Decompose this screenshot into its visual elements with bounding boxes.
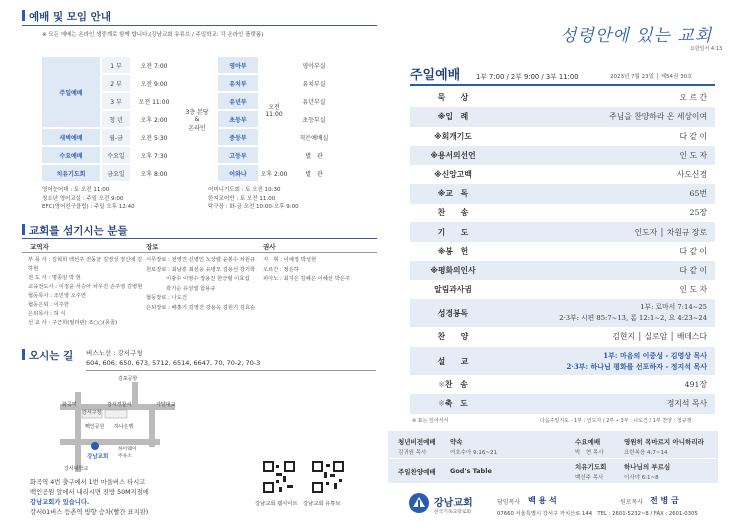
school-dept-label: 초등부 bbox=[218, 111, 258, 127]
worship-note: ※ 모든 예배는 온라인 생중계로 함께 합니다.(강남교회 유튜브 / 주일학교: 각 온라인 플랫폼) bbox=[42, 32, 264, 38]
order-row-choir: 찬 양 김현지 │ 실로암 │ 베데스다 bbox=[437, 332, 707, 342]
order-label: ※교 독 bbox=[437, 189, 469, 199]
worship-label: 새벽예배 bbox=[42, 129, 100, 145]
order-row bbox=[410, 107, 715, 127]
school-dept-label: 유치부 bbox=[218, 75, 258, 91]
service-title: 주일예배 bbox=[410, 68, 461, 83]
order-label: ※입 례 bbox=[437, 112, 469, 122]
order-label: ※회개기도 bbox=[434, 131, 472, 141]
map-label-church: 강남교회 bbox=[87, 454, 109, 460]
wed-speaker: 박 현 목사 bbox=[575, 450, 604, 456]
school-time: 오전 11:00 bbox=[260, 57, 288, 163]
healing-service-title: 치유기도회 bbox=[575, 463, 607, 471]
school-dept-label: 유년부 bbox=[218, 93, 258, 109]
school-dept-place: 직은예배실 bbox=[290, 129, 338, 145]
youth-speaker: 김귀원 목사 bbox=[398, 450, 427, 456]
youth-ref: 여호수아 9:16~21 bbox=[450, 450, 497, 456]
school-dept-label: 고등부 bbox=[218, 147, 258, 163]
elder-pastor-name: 전 병 금 bbox=[650, 496, 679, 505]
order-value: 인 도 자 bbox=[679, 285, 707, 295]
order-value: 다 같 이 bbox=[679, 266, 707, 276]
order-value: 오 르 간 bbox=[679, 93, 707, 103]
footnote-next-week: 다음주일기도 - 1부 : 인도자 / 2부 ∙ 3부 : 나도건 / 1부 찬양 : 청규쟁 bbox=[540, 418, 692, 424]
healing-speaker: 백선주 목사 bbox=[575, 475, 604, 481]
pastor-name: 백 용 석 bbox=[528, 496, 557, 505]
service-times: 1부 7:00 / 2부 9:00 / 3부 11:00 bbox=[476, 73, 579, 81]
qr-caption-youtube: 강남교회 유튜브 bbox=[303, 501, 341, 507]
qr-code-website[interactable] bbox=[263, 461, 295, 493]
worship-label: 수요예배 bbox=[42, 147, 100, 163]
order-value: 사도신경 bbox=[676, 170, 707, 180]
church-address: 07660 서울특별시 강서구 까치산로 144 TEL : 2601-5232~8 / FAX : 2601-0305 bbox=[497, 511, 698, 517]
order-value: 인도자 │ 차원규 장로 bbox=[634, 227, 707, 237]
sunday-service-time: 오후 2:00 bbox=[132, 111, 176, 127]
order-row-hymn: ※ 찬 송 491장 bbox=[438, 380, 707, 390]
qr-caption-website: 강남교회 웹사이트 bbox=[255, 501, 298, 507]
footnote-stand: ※ 표는 일어서서 bbox=[412, 418, 449, 424]
pastor-label: 담임목사 bbox=[497, 499, 521, 506]
order-row bbox=[410, 146, 715, 166]
sunday-service-number: 3 부 bbox=[102, 93, 130, 109]
church-marker bbox=[91, 442, 99, 450]
praise-service-title: 주일찬양예배 bbox=[398, 468, 436, 476]
banner-ref: 요한일서 4:13 bbox=[690, 46, 723, 52]
awana-time: 오후 2:00 bbox=[260, 165, 288, 181]
staff-header-elders: 장로 bbox=[146, 243, 159, 251]
praise-sermon: God's Table bbox=[450, 467, 492, 475]
order-label: 찬 송 bbox=[437, 208, 469, 218]
sunday-service-number: 2 부 bbox=[102, 75, 130, 91]
map-label-gangseo-office: 강서구청 bbox=[82, 410, 102, 416]
worship-place: 3층 본당 & 온라인 bbox=[178, 57, 216, 181]
church-name: 강남교회 bbox=[434, 498, 473, 509]
sunday-worship-label: 주일예배 bbox=[42, 57, 100, 127]
youth-service-title: 청년비전예배 bbox=[398, 438, 436, 446]
worship-time: 오전 5:30 bbox=[132, 129, 176, 145]
order-label: ※평화의인사 bbox=[430, 266, 476, 276]
school-dept-place: 별 관 bbox=[290, 165, 338, 181]
worship-day: 월-금 bbox=[102, 129, 130, 145]
map-label-park: 빽인공원 bbox=[85, 424, 105, 430]
order-row-benediction: ※ 축 도 정지석 목사 bbox=[410, 394, 715, 414]
order-row bbox=[410, 280, 715, 300]
worship-time: 오후 7:30 bbox=[132, 147, 176, 163]
map-label-gas: 하이웨이주유소 bbox=[118, 447, 137, 459]
extra-notes-left: 영어눈어데 : 토 오전 11:00 청소년 영어교실 : 주일 오전 9:00 EFC(영어친구클럽) : 주일 오후 12:40 bbox=[42, 187, 135, 210]
order-value: 다 같 이 bbox=[679, 131, 707, 141]
wed-sermon: 영원히 목마르지 아니하리라 bbox=[624, 438, 704, 446]
bus-numbers: 604, 606, 650, 673, 5712, 6514, 6647, 70, 70-2, 70-3 bbox=[86, 359, 261, 367]
sunday-service-time: 오전 11:00 bbox=[132, 93, 176, 109]
healing-ref: 이사야 6:1~8 bbox=[624, 475, 659, 481]
staff-ministers-list: 부 목 사 : 김혁희 백선주 전동균 김영성 정신애 김하현 전 도 사 : 명종임 박 현 교육전도사 : 이정윤 서승아 차우진 손주영 김병현 협동목사 : 조민영 오주연 협동은퇴 : 이주한 은퇴목사 : 허 식 선 교 사 : 구근희(필리핀) 조○○(몽골) bbox=[28, 257, 143, 326]
order-row-sermon: 설 교 1부: 마음의 이중성 - 김영상 목사 2·3부: 하나님 평화를 선포하자 - 정지석 목사 bbox=[410, 347, 715, 375]
school-dept-place: 유년부실 bbox=[290, 93, 338, 109]
church-logo-icon bbox=[408, 492, 430, 514]
order-value: 다 같 이 bbox=[679, 246, 707, 256]
order-row bbox=[410, 88, 715, 108]
bus-label: 버스노선 : 강서구청 bbox=[86, 349, 143, 357]
school-dept-place: 유치부실 bbox=[290, 75, 338, 91]
order-label: 알림과사귐 bbox=[434, 285, 472, 295]
school-dept-place: 영아부실 bbox=[290, 57, 338, 73]
map-label-hwagok: 화곡역 bbox=[62, 402, 77, 408]
worship-time: 오후 8:00 bbox=[132, 165, 176, 181]
order-row bbox=[410, 242, 715, 262]
sunday-service-number: 1 부 bbox=[102, 57, 130, 73]
map-label-bank: 하나은행 bbox=[114, 424, 134, 430]
map-label-univ: 강서대학교 bbox=[64, 466, 89, 472]
sunday-service-time: 오전 9:00 bbox=[132, 75, 176, 91]
order-label: ※신앙고백 bbox=[434, 170, 472, 180]
school-dept-place: 초등부실 bbox=[290, 111, 338, 127]
youth-sermon: 약속 bbox=[450, 438, 463, 446]
banner-title: 성령안에 있는 교회 bbox=[560, 26, 713, 46]
order-row bbox=[410, 222, 715, 242]
directions-section-title: 오시는 길 bbox=[22, 348, 73, 363]
order-label: 기 도 bbox=[437, 227, 469, 237]
sunday-service-time: 오전 7:00 bbox=[132, 57, 176, 73]
staff-section-title: 교회를 섬기시는 분들 bbox=[22, 223, 128, 238]
school-dept-label: 어와나 bbox=[218, 165, 258, 181]
staff-choir-list: 지 휘 : 이예정 박성현 오르간 : 정은하 피아노 : 최지은 김혜은 이혜선 박은주 bbox=[263, 257, 350, 283]
staff-header-ministers: 교역자 bbox=[30, 243, 49, 251]
extra-notes-right: 어머니기도회 : 토 오전 10:30 한지교어반 : 토 오전 11:00 탁구장 : 화-금 오전 10:00-오후 9:00 bbox=[208, 187, 299, 210]
worship-label: 치유기도회 bbox=[42, 165, 100, 181]
order-value: 25장 bbox=[689, 208, 707, 218]
staff-header-choir: 권사 bbox=[263, 243, 276, 251]
staff-elders-list: 시무장로 : 전영진 신병인 노상렬 윤봉수 차원규 원로장로 : 최남흥 최선웅 유병모 김용선 강기학 이광수 이영수 장용진 한긍렬 이효섭 곽기순 유성열 함용규 협동장로 : 나도건 은퇴장로 : 배홍기 김영진 강용옥 김원기 김효순 bbox=[146, 257, 256, 311]
order-row bbox=[410, 165, 715, 185]
map-label-police: 강서경찰서 bbox=[107, 402, 132, 408]
order-row bbox=[410, 203, 715, 223]
school-dept-label: 영아부 bbox=[218, 57, 258, 73]
wed-service-title: 수요예배 bbox=[575, 438, 601, 446]
order-value: 65번 bbox=[689, 189, 707, 199]
order-value: 인 도 자 bbox=[679, 150, 707, 160]
directions-text: 화곡역 4번 출구에서 1번 마을버스 타시고 백인공원 앞에서 내리시면 전방 50M지점에 강남교회가 있습니다. 강서01버스 등촌역 방향 승차(빨간 표지판) bbox=[30, 479, 149, 516]
worship-day: 금요일 bbox=[102, 165, 130, 181]
worship-section-title: 예배 및 모임 안내 bbox=[22, 9, 111, 24]
healing-sermon: 하나님의 부르심 bbox=[624, 463, 671, 471]
school-dept-place: 별 관 bbox=[290, 147, 338, 163]
order-label: ※용서의선언 bbox=[430, 150, 476, 160]
order-row bbox=[410, 184, 715, 204]
map-label-bridge: 가양대교 bbox=[156, 402, 176, 408]
map-label-airport: 김포공항 bbox=[118, 376, 138, 382]
order-label: 묵 상 bbox=[437, 93, 469, 103]
order-row bbox=[410, 261, 715, 281]
school-dept-label: 중등부 bbox=[218, 129, 258, 145]
worship-day: 수요일 bbox=[102, 147, 130, 163]
church-denomination: 한국기독교장로회 bbox=[434, 510, 472, 515]
elder-pastor-label: 원로목사 bbox=[620, 499, 644, 506]
bulletin-date: 2023년 7월 23일 │ 제54권 30호 bbox=[610, 74, 693, 80]
qr-code-youtube[interactable] bbox=[312, 461, 344, 493]
order-row-scripture: 성경봉독 1부: 로마서 7:14~25 2·3부: 시편 85:7~13, 롬 12:1~2, 요 4:23~24 bbox=[410, 299, 715, 327]
sunday-service-number: 청 년 bbox=[102, 111, 130, 127]
order-label: ※봉 헌 bbox=[437, 246, 469, 256]
order-value: 주님을 찬양하라 온 세상이여 bbox=[609, 112, 707, 122]
order-row bbox=[410, 126, 715, 146]
wed-ref: 요한복음 4:7~14 bbox=[624, 450, 668, 456]
